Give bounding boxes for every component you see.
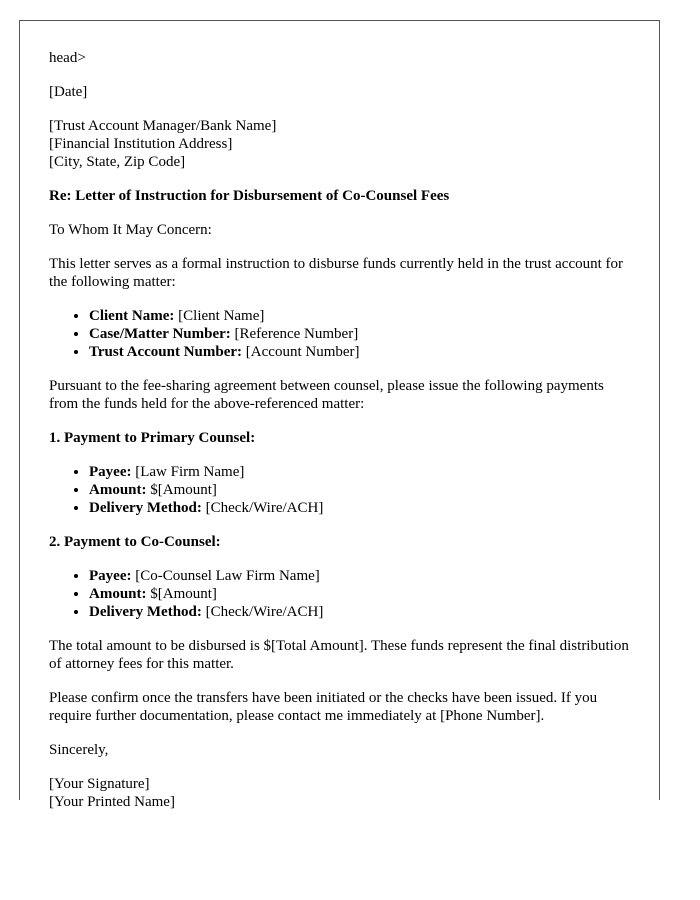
list-item — [89, 603, 629, 621]
printed-name-line: [Your Printed Name] — [49, 794, 175, 810]
item-label: Trust Account Number: — [89, 344, 243, 360]
list-item — [89, 585, 629, 603]
item-label: Payee: — [89, 568, 132, 584]
item-label: Client Name: — [89, 308, 175, 324]
subject-text: Re: Letter of Instruction for Disbursement of Co-Counsel Fees — [49, 188, 450, 204]
recipient-address — [49, 117, 629, 171]
payment1-list — [49, 463, 629, 517]
matter-details-list — [49, 307, 629, 361]
item-label: Delivery Method: — [89, 500, 202, 516]
letter-body — [49, 49, 629, 827]
letter-page — [19, 20, 660, 810]
list-item — [89, 307, 629, 325]
item-label: Case/Matter Number: — [89, 326, 231, 342]
item-value: [Co-Counsel Law Firm Name] — [131, 568, 320, 584]
item-value: $[Amount] — [146, 586, 217, 602]
item-value: [Check/Wire/ACH] — [201, 500, 324, 516]
closing: Sincerely, — [49, 742, 109, 758]
signature-block — [49, 775, 629, 811]
payment1-heading-text: 1. Payment to Primary Counsel: — [49, 430, 256, 446]
list-item — [89, 499, 629, 517]
payment1-heading — [49, 429, 629, 447]
stray-markup-text: head> — [49, 50, 86, 66]
list-item — [89, 343, 629, 361]
letter-date: [Date] — [49, 84, 88, 100]
list-item — [89, 463, 629, 481]
list-item — [89, 325, 629, 343]
item-label: Payee: — [89, 464, 132, 480]
payment2-heading-text: 2. Payment to Co-Counsel: — [49, 534, 221, 550]
salutation: To Whom It May Concern: — [49, 222, 212, 238]
pursuant-paragraph: Pursuant to the fee-sharing agreement between counsel, please issue the following payments from the funds held for the above-referenced matter: — [49, 378, 604, 412]
list-item — [89, 481, 629, 499]
confirm-paragraph: Please confirm once the transfers have been initiated or the checks have been issued. If you require further documentation, please contact me immediately at [Phone Number]. — [49, 690, 598, 724]
item-label: Delivery Method: — [89, 604, 202, 620]
payment2-list — [49, 567, 629, 621]
item-value: [Client Name] — [174, 308, 265, 324]
item-value: [Law Firm Name] — [131, 464, 245, 480]
item-value: [Account Number] — [242, 344, 360, 360]
item-value: [Check/Wire/ACH] — [201, 604, 324, 620]
list-item — [89, 567, 629, 585]
recipient-line: [Trust Account Manager/Bank Name] — [49, 118, 277, 134]
recipient-line: [Financial Institution Address] — [49, 136, 233, 152]
subject-line — [49, 187, 629, 205]
payment2-heading — [49, 533, 629, 551]
item-value: [Reference Number] — [230, 326, 359, 342]
recipient-line: [City, State, Zip Code] — [49, 154, 186, 170]
intro-paragraph: This letter serves as a formal instruction to disburse funds currently held in the trust account for the following matter: — [49, 256, 624, 290]
signature-line: [Your Signature] — [49, 776, 150, 792]
total-paragraph: The total amount to be disbursed is $[Total Amount]. These funds represent the final distribution of attorney fees for this matter. — [49, 638, 629, 672]
item-label: Amount: — [89, 482, 147, 498]
item-value: $[Amount] — [146, 482, 217, 498]
item-label: Amount: — [89, 586, 147, 602]
